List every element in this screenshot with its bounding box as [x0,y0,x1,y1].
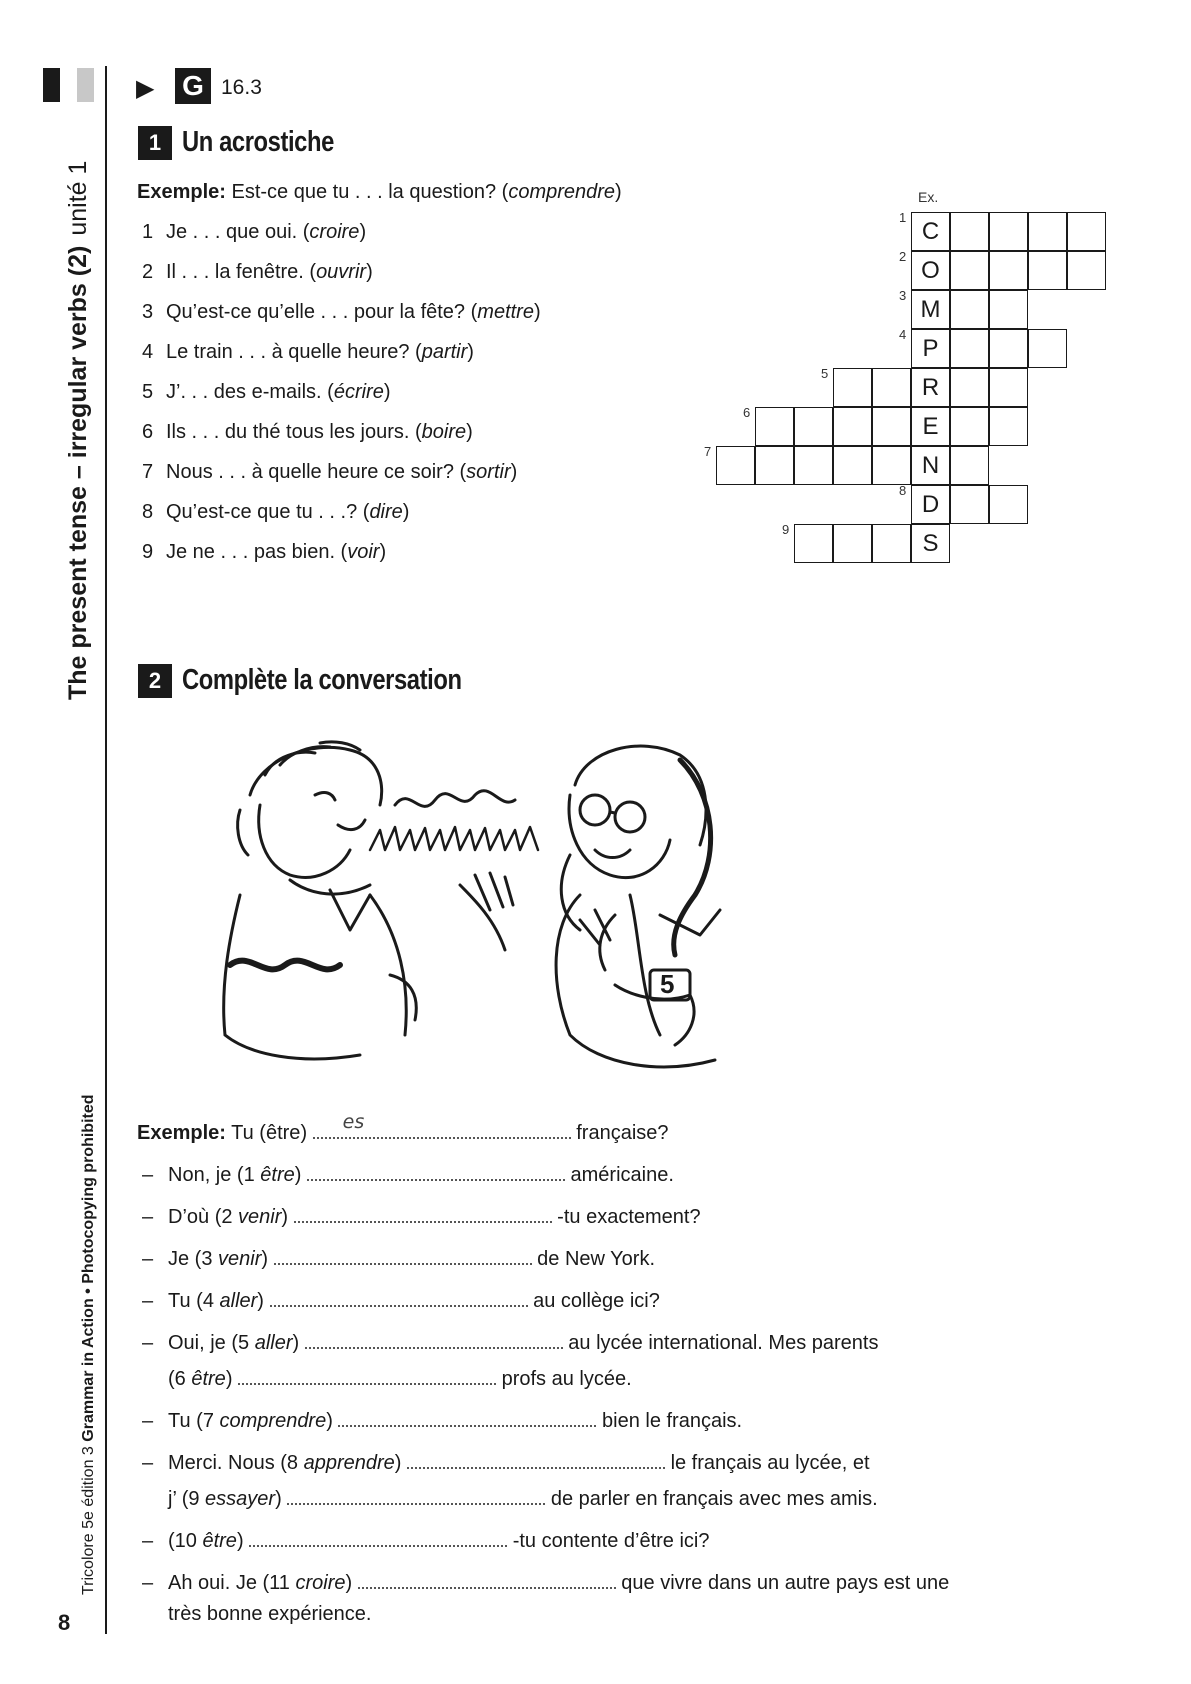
crossword-key-cell: E [911,407,950,446]
crossword-cell[interactable] [1028,212,1067,251]
crossword-cell[interactable] [950,446,989,485]
crossword-example-label: Ex. [918,189,939,205]
crossword-cell[interactable] [950,329,989,368]
list-item: 8 Qu’est-ce que tu . . .? (dire) [142,501,410,523]
grammar-badge: G [175,68,211,104]
crossword-key-cell: N [911,446,950,485]
section1-title: Un acrostiche [182,126,334,158]
crossword-cell[interactable] [1067,251,1106,290]
example-verb: comprendre [508,181,616,203]
list-item: 9 Je ne . . . pas bien. (voir) [142,541,387,563]
list-item: 2 Il . . . la fenêtre. (ouvrir) [142,261,373,283]
crossword-cell[interactable] [755,407,794,446]
crossword-cell[interactable] [872,446,911,485]
answer-blank-8[interactable] [407,1447,665,1469]
list-item: – (10 être) -tu contente d’être ici? [142,1525,710,1553]
crossword-cell[interactable] [989,212,1028,251]
list-item: 3 Qu’est-ce qu’elle . . . pour la fête? (mettre) [142,301,541,323]
crossword-key-cell: S [911,524,950,563]
crossword-cell[interactable] [755,446,794,485]
list-item: 6 Ils . . . du thé tous les jours. (boire) [142,421,473,443]
section1-number: 1 [138,126,172,160]
jersey-number: 5 [660,969,675,999]
crossword-cell[interactable] [950,407,989,446]
crossword-cell[interactable] [1028,329,1067,368]
crossword-cell[interactable] [989,329,1028,368]
list-item: – Ah oui. Je (11 croire) que vivre dans un autre pays est une [142,1567,949,1595]
conversation-illustration [220,735,780,1090]
answer-blank-1[interactable] [307,1159,565,1181]
play-arrow-icon: ▶ [136,75,155,102]
list-item: – Oui, je (5 aller) au lycée international. Mes parents [142,1327,878,1355]
crossword-cell[interactable] [833,446,872,485]
crossword-cell[interactable] [872,368,911,407]
crossword-cell[interactable] [989,290,1028,329]
crossword-cell[interactable] [833,524,872,563]
crossword-cell[interactable] [989,485,1028,524]
grammar-reference: 16.3 [221,76,262,99]
crossword-cell[interactable] [794,407,833,446]
answer-blank-4[interactable] [270,1285,528,1307]
example-label: Exemple: [137,181,226,203]
crossword-clue-number: 7 [704,444,712,459]
answer-blank-6[interactable] [238,1363,496,1385]
crossword-key-cell: O [911,251,950,290]
list-item: – Tu (4 aller) au collège ici? [142,1285,660,1313]
crossword-cell[interactable] [950,368,989,407]
answer-blank-example[interactable] [313,1111,571,1139]
crossword-cell[interactable] [950,485,989,524]
list-item: – Merci. Nous (8 apprendre) le français au lycée, et [142,1447,870,1475]
crossword-cell[interactable] [716,446,755,485]
list-item: très bonne expérience. [168,1603,372,1625]
section1-example: Exemple: Est-ce que tu . . . la question? (comprendre) [137,181,622,203]
list-item: j’ (9 essayer) de parler en français avec mes amis. [168,1483,878,1511]
list-item: – D’où (2 venir) -tu exactement? [142,1201,701,1229]
crossword-cell[interactable] [833,368,872,407]
crossword-cell[interactable] [989,407,1028,446]
crossword-clue-number: 3 [899,288,907,303]
list-item: – Je (3 venir) de New York. [142,1243,655,1271]
crossword-cell[interactable] [872,524,911,563]
list-item: (6 être) profs au lycée. [168,1363,632,1391]
answer-blank-10[interactable] [249,1525,507,1547]
answer-blank-2[interactable] [294,1201,552,1223]
crossword-cell[interactable] [989,251,1028,290]
answer-blank-9[interactable] [287,1483,545,1505]
crossword-key-cell: C [911,212,950,251]
crossword-cell[interactable] [950,212,989,251]
answer-blank-11[interactable] [358,1567,616,1589]
crossword-clue-number: 2 [899,249,907,264]
list-item: 1 Je . . . que oui. (croire) [142,221,367,243]
crossword-clue-number: 5 [821,366,829,381]
sidebar-unit: unité 1 [64,160,92,236]
margin-mark-light [77,68,94,102]
section2-title: Complète la conversation [182,664,462,696]
crossword-cell[interactable] [794,446,833,485]
crossword-clue-number: 6 [743,405,751,420]
list-item: 7 Nous . . . à quelle heure ce soir? (sortir) [142,461,518,483]
crossword-clue-number: 4 [899,327,907,342]
answer-blank-5[interactable] [305,1327,563,1349]
crossword-key-cell: M [911,290,950,329]
section2-example: Exemple: Tu (être) es française? [137,1111,669,1144]
answer-blank-7[interactable] [338,1405,596,1427]
crossword-key-cell: R [911,368,950,407]
crossword-clue-number: 9 [782,522,790,537]
sidebar-title: The present tense – irregular verbs (2)unité 1 [64,160,92,700]
footer-book: Tricolore 5e édition 3 [80,1446,97,1595]
margin-rule [105,66,107,1634]
list-item: 5 J’. . . des e-mails. (écrire) [142,381,391,403]
crossword-cell[interactable] [950,290,989,329]
page-number: 8 [58,1610,71,1635]
list-item: – Non, je (1 être) américaine. [142,1159,674,1187]
example-text: Est-ce que tu . . . la question? [231,181,497,203]
crossword-cell[interactable] [1067,212,1106,251]
crossword-cell[interactable] [833,407,872,446]
crossword-clue-number: 1 [899,210,907,225]
crossword-key-cell: D [911,485,950,524]
crossword-cell[interactable] [989,368,1028,407]
crossword-cell[interactable] [872,407,911,446]
margin-mark-dark [43,68,60,102]
crossword-clue-number: 8 [899,483,907,498]
list-item: 4 Le train . . . à quelle heure? (partir) [142,341,474,363]
crossword-cell[interactable] [1028,251,1067,290]
crossword-cell[interactable] [794,524,833,563]
answer-blank-3[interactable] [274,1243,532,1265]
sidebar-footer [80,1094,98,1595]
footer-bold: Grammar in Action • Photocopying prohibited [80,1094,97,1442]
example-answer: es [342,1111,365,1133]
crossword-key-cell: P [911,329,950,368]
list-item: – Tu (7 comprendre) bien le français. [142,1405,742,1433]
section2-number: 2 [138,664,172,698]
crossword-cell[interactable] [950,251,989,290]
